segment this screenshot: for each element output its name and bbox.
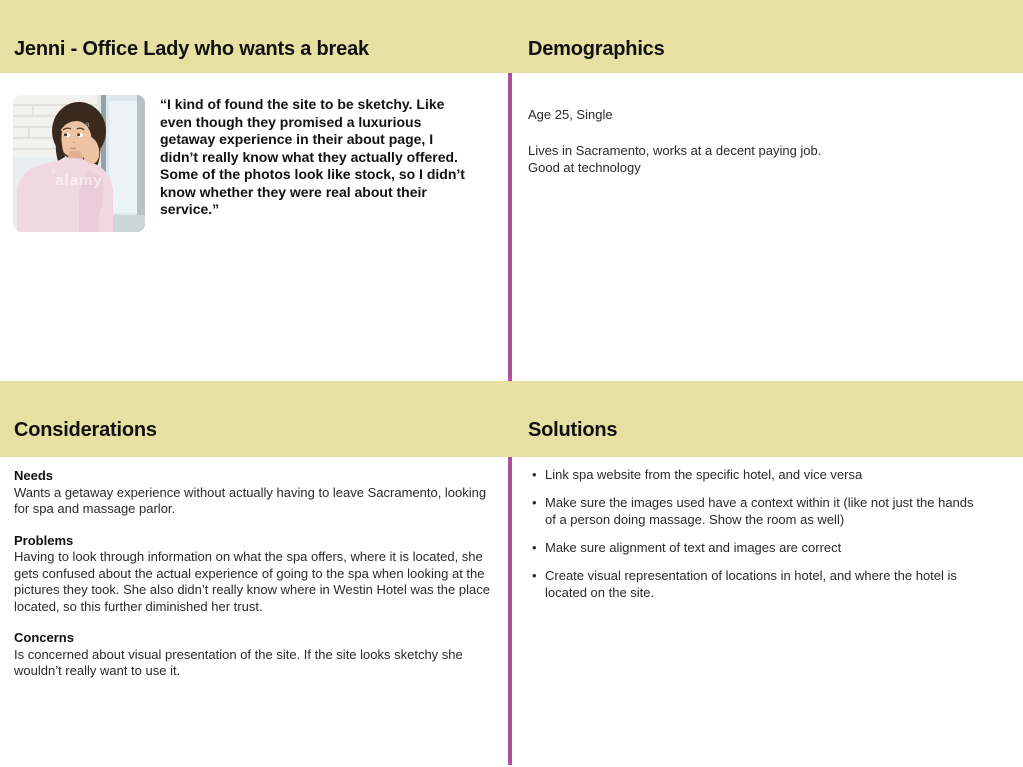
solutions-list bbox=[530, 466, 982, 601]
solutions-title: Solutions bbox=[528, 419, 618, 441]
solution-item bbox=[530, 466, 982, 483]
bullet-icon: • bbox=[532, 540, 537, 555]
solution-item bbox=[530, 539, 982, 556]
demographics-details-line1: Lives in Sacramento, works at a decent paying job. bbox=[528, 143, 822, 158]
concerns-section bbox=[14, 630, 497, 680]
considerations-body bbox=[14, 468, 497, 695]
concerns-text: Is concerned about visual presentation of the site. If the site looks sketchy she wouldn’t really want to use it. bbox=[14, 646, 463, 678]
middle-header-band bbox=[0, 381, 1023, 457]
concerns-heading: Concerns bbox=[14, 630, 74, 645]
solution-item bbox=[530, 567, 982, 601]
photo-watermark-text: alamy bbox=[55, 172, 103, 189]
problems-text: Having to look through information on what the spa offers, where it is located, she gets confused about the actual experience of going to the spa when looking at the pictures they took. She also didn’t really know where in Westin Hotel was the place located, so this further diminished her trust. bbox=[14, 549, 490, 614]
demographics-title: Demographics bbox=[528, 38, 665, 60]
solution-item-text: Make sure the images used have a context within it (like not just the hands of a person doing massage. Show the room as well) bbox=[545, 495, 974, 527]
solution-item-text: Make sure alignment of text and images are correct bbox=[545, 540, 842, 555]
svg-text:a: a bbox=[85, 120, 90, 129]
demographics-age-status: Age 25, Single bbox=[528, 107, 613, 122]
solution-item-text: Link spa website from the specific hotel, and vice versa bbox=[545, 467, 863, 482]
demographics-details-line2: Good at technology bbox=[528, 160, 641, 175]
needs-section bbox=[14, 468, 497, 518]
needs-heading: Needs bbox=[14, 468, 54, 483]
bullet-icon: • bbox=[532, 467, 537, 482]
demographics-body bbox=[528, 106, 998, 176]
svg-text:a: a bbox=[51, 166, 56, 175]
persona-quote: “I kind of found the site to be sketchy. Like even though they promised a luxurious getaway experience in their about page, I didn’t really know what they actually offered. Some of the photos look like stock, so I didn’t know whether they were real about their service.” bbox=[160, 96, 465, 217]
solution-item bbox=[530, 494, 982, 528]
top-header-band bbox=[0, 0, 1023, 73]
persona-title: Jenni - Office Lady who wants a break bbox=[14, 38, 369, 60]
bullet-icon: • bbox=[532, 568, 537, 583]
problems-heading: Problems bbox=[14, 532, 74, 548]
svg-text:a: a bbox=[113, 200, 118, 209]
needs-text: Wants a getaway experience without actually having to leave Sacramento, looking for spa and massage parlor. bbox=[14, 484, 487, 516]
problems-section bbox=[14, 533, 497, 616]
solution-item-text: Create visual representation of locations in hotel, and where the hotel is located on the site. bbox=[545, 568, 957, 600]
bullet-icon: • bbox=[532, 495, 537, 510]
demographics-details bbox=[528, 142, 998, 176]
solutions-body bbox=[530, 466, 982, 612]
persona-photo bbox=[13, 95, 145, 232]
considerations-title: Considerations bbox=[14, 419, 157, 441]
